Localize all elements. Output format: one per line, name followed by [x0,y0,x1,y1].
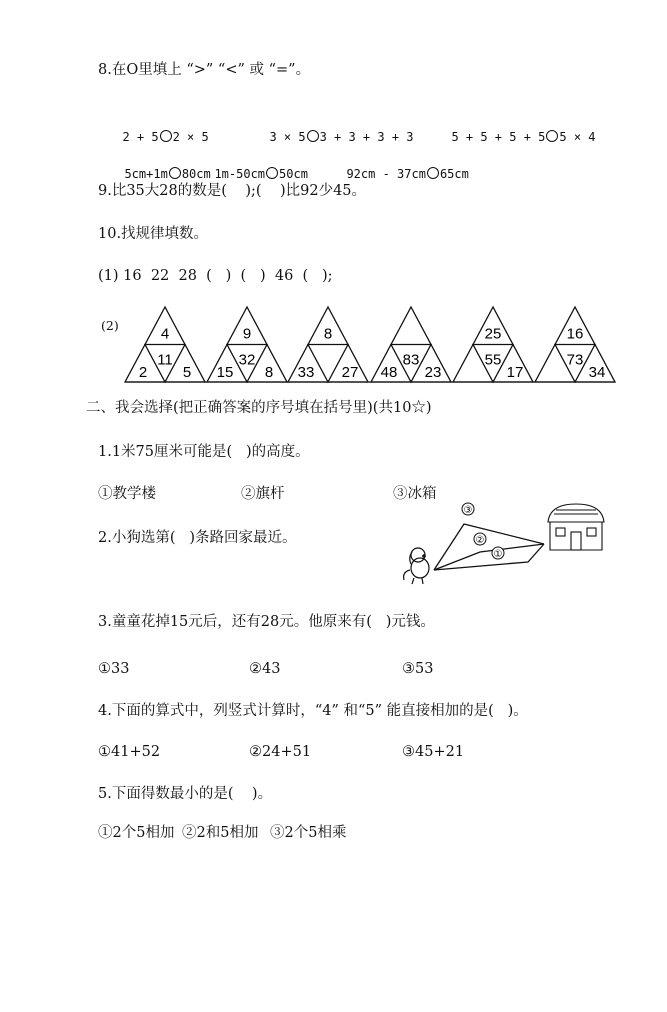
triangle-top-value: 4 [160,325,170,343]
path-2[interactable] [434,544,544,570]
compare-circle[interactable] [546,130,558,142]
compare-circle[interactable] [169,167,181,179]
pattern-triangle [371,307,451,382]
compare-circle[interactable] [266,167,278,179]
triangle-top-value: 25 [484,325,502,343]
q9-text: 9.比35大28的数是( );( )比92少45。 [98,183,367,199]
q8-row1-item1[interactable] [108,107,209,147]
q10-title: 10.找规律填数。 [98,226,209,242]
s2-q5-option-2[interactable]: ②2和5相加 [182,825,259,841]
expr-left: 92cm - 37cm [346,167,426,181]
s2-q2-text: 2.小狗选第( )条路回家最近。 [98,530,297,546]
triangle-left-value: 48 [380,364,398,381]
s2-q5-option-3[interactable]: ③2个5相乘 [270,825,347,841]
s2-q4-option-2[interactable]: ②24+51 [249,744,312,760]
triangle-left-value: 2 [138,364,148,381]
s2-q4-text: 4.下面的算式中，列竖式计算时，“4” 和“5” 能直接相加的是( )。 [98,703,528,719]
compare-circle[interactable] [160,130,172,142]
s2-q3-option-1[interactable]: ①33 [98,661,130,677]
expr-left: 1m-50cm [214,167,266,181]
triangle-top-value: 9 [242,325,252,343]
expr-left: 5 + 5 + 5 + 5 [451,130,546,144]
q8-row2-item1[interactable] [110,144,211,184]
s2-q1-option-3[interactable]: ③冰箱 [393,486,437,502]
expr-left: 5cm+1m [124,167,168,181]
triangle-center-value: 11 [157,351,173,369]
s2-q4-option-3[interactable]: ③45+21 [402,744,465,760]
triangle-right-value: 5 [182,364,192,381]
expr-right: 65cm [439,167,469,181]
section2-title: 二、我会选择(把正确答案的序号填在括号里)(共10☆) [86,400,432,416]
triangle-center-value: 55 [484,351,502,369]
expr-right: 2 × 5 [172,130,209,144]
pattern-triangle [453,307,533,382]
triangle-left-value: 15 [216,364,234,381]
triangle-left-value: 33 [297,364,315,381]
dog-icon [404,548,429,584]
pattern-triangle [125,307,205,382]
expr-left: 3 × 5 [269,130,306,144]
s2-q1-option-1[interactable]: ①教学楼 [98,486,156,502]
pattern-triangle [535,307,615,382]
triangle-center-value: 73 [566,351,584,369]
triangle-center-value: 83 [402,351,420,369]
expr-right: 50cm [279,167,308,181]
dog-house-illustration [398,500,608,592]
s2-q3-text: 3.童童花掉15元后，还有28元。他原来有( )元钱。 [98,614,435,630]
expr-right: 3 + 3 + 3 + 3 [319,130,414,144]
compare-circle[interactable] [427,167,439,179]
house-icon [548,504,604,550]
q8-row2-item2[interactable] [200,144,308,184]
q8-title: 8.在O里填上 “>” “<” 或 “=”。 [98,62,311,78]
path-label-3: ③ [463,505,473,516]
s2-q4-option-1[interactable]: ①41+52 [98,744,161,760]
s2-q5-text: 5.下面得数最小的是( )。 [98,786,273,802]
triangle-right-value: 27 [341,364,359,381]
q8-row2-item3[interactable] [332,144,469,184]
s2-q1-option-2[interactable]: ②旗杆 [241,486,285,502]
triangle-right-value: 23 [424,364,442,381]
s2-q1-text: 1.1米75厘米可能是( )的高度。 [98,444,310,460]
q10-part1: (1) 16 22 28 ( ) ( ) 46 ( ); [98,268,333,284]
path-1[interactable] [434,544,544,570]
path-label-2: ② [475,535,485,546]
triangle-center-value: 32 [238,351,256,369]
expr-right: 80cm [181,167,211,181]
path-label-1: ① [493,549,503,560]
s2-q5-option-1[interactable]: ①2个5相加 [98,825,175,841]
expr-left: 2 + 5 [122,130,159,144]
s2-q3-option-2[interactable]: ②43 [249,661,281,677]
expr-right: 5 × 4 [559,130,596,144]
q10-part2-label: (2) [101,318,119,333]
s2-q3-option-3[interactable]: ③53 [402,661,434,677]
pattern-triangle [288,307,368,382]
q8-row1-item2[interactable] [255,107,414,147]
triangle-right-value: 17 [506,364,524,381]
pattern-triangle [207,307,287,382]
triangle-top-value: 16 [566,325,584,343]
triangle-top-value: 8 [323,325,333,343]
triangle-right-value: 8 [264,364,274,381]
q8-row1-item3[interactable] [437,107,596,147]
triangle-right-value: 34 [588,364,606,381]
compare-circle[interactable] [307,130,319,142]
